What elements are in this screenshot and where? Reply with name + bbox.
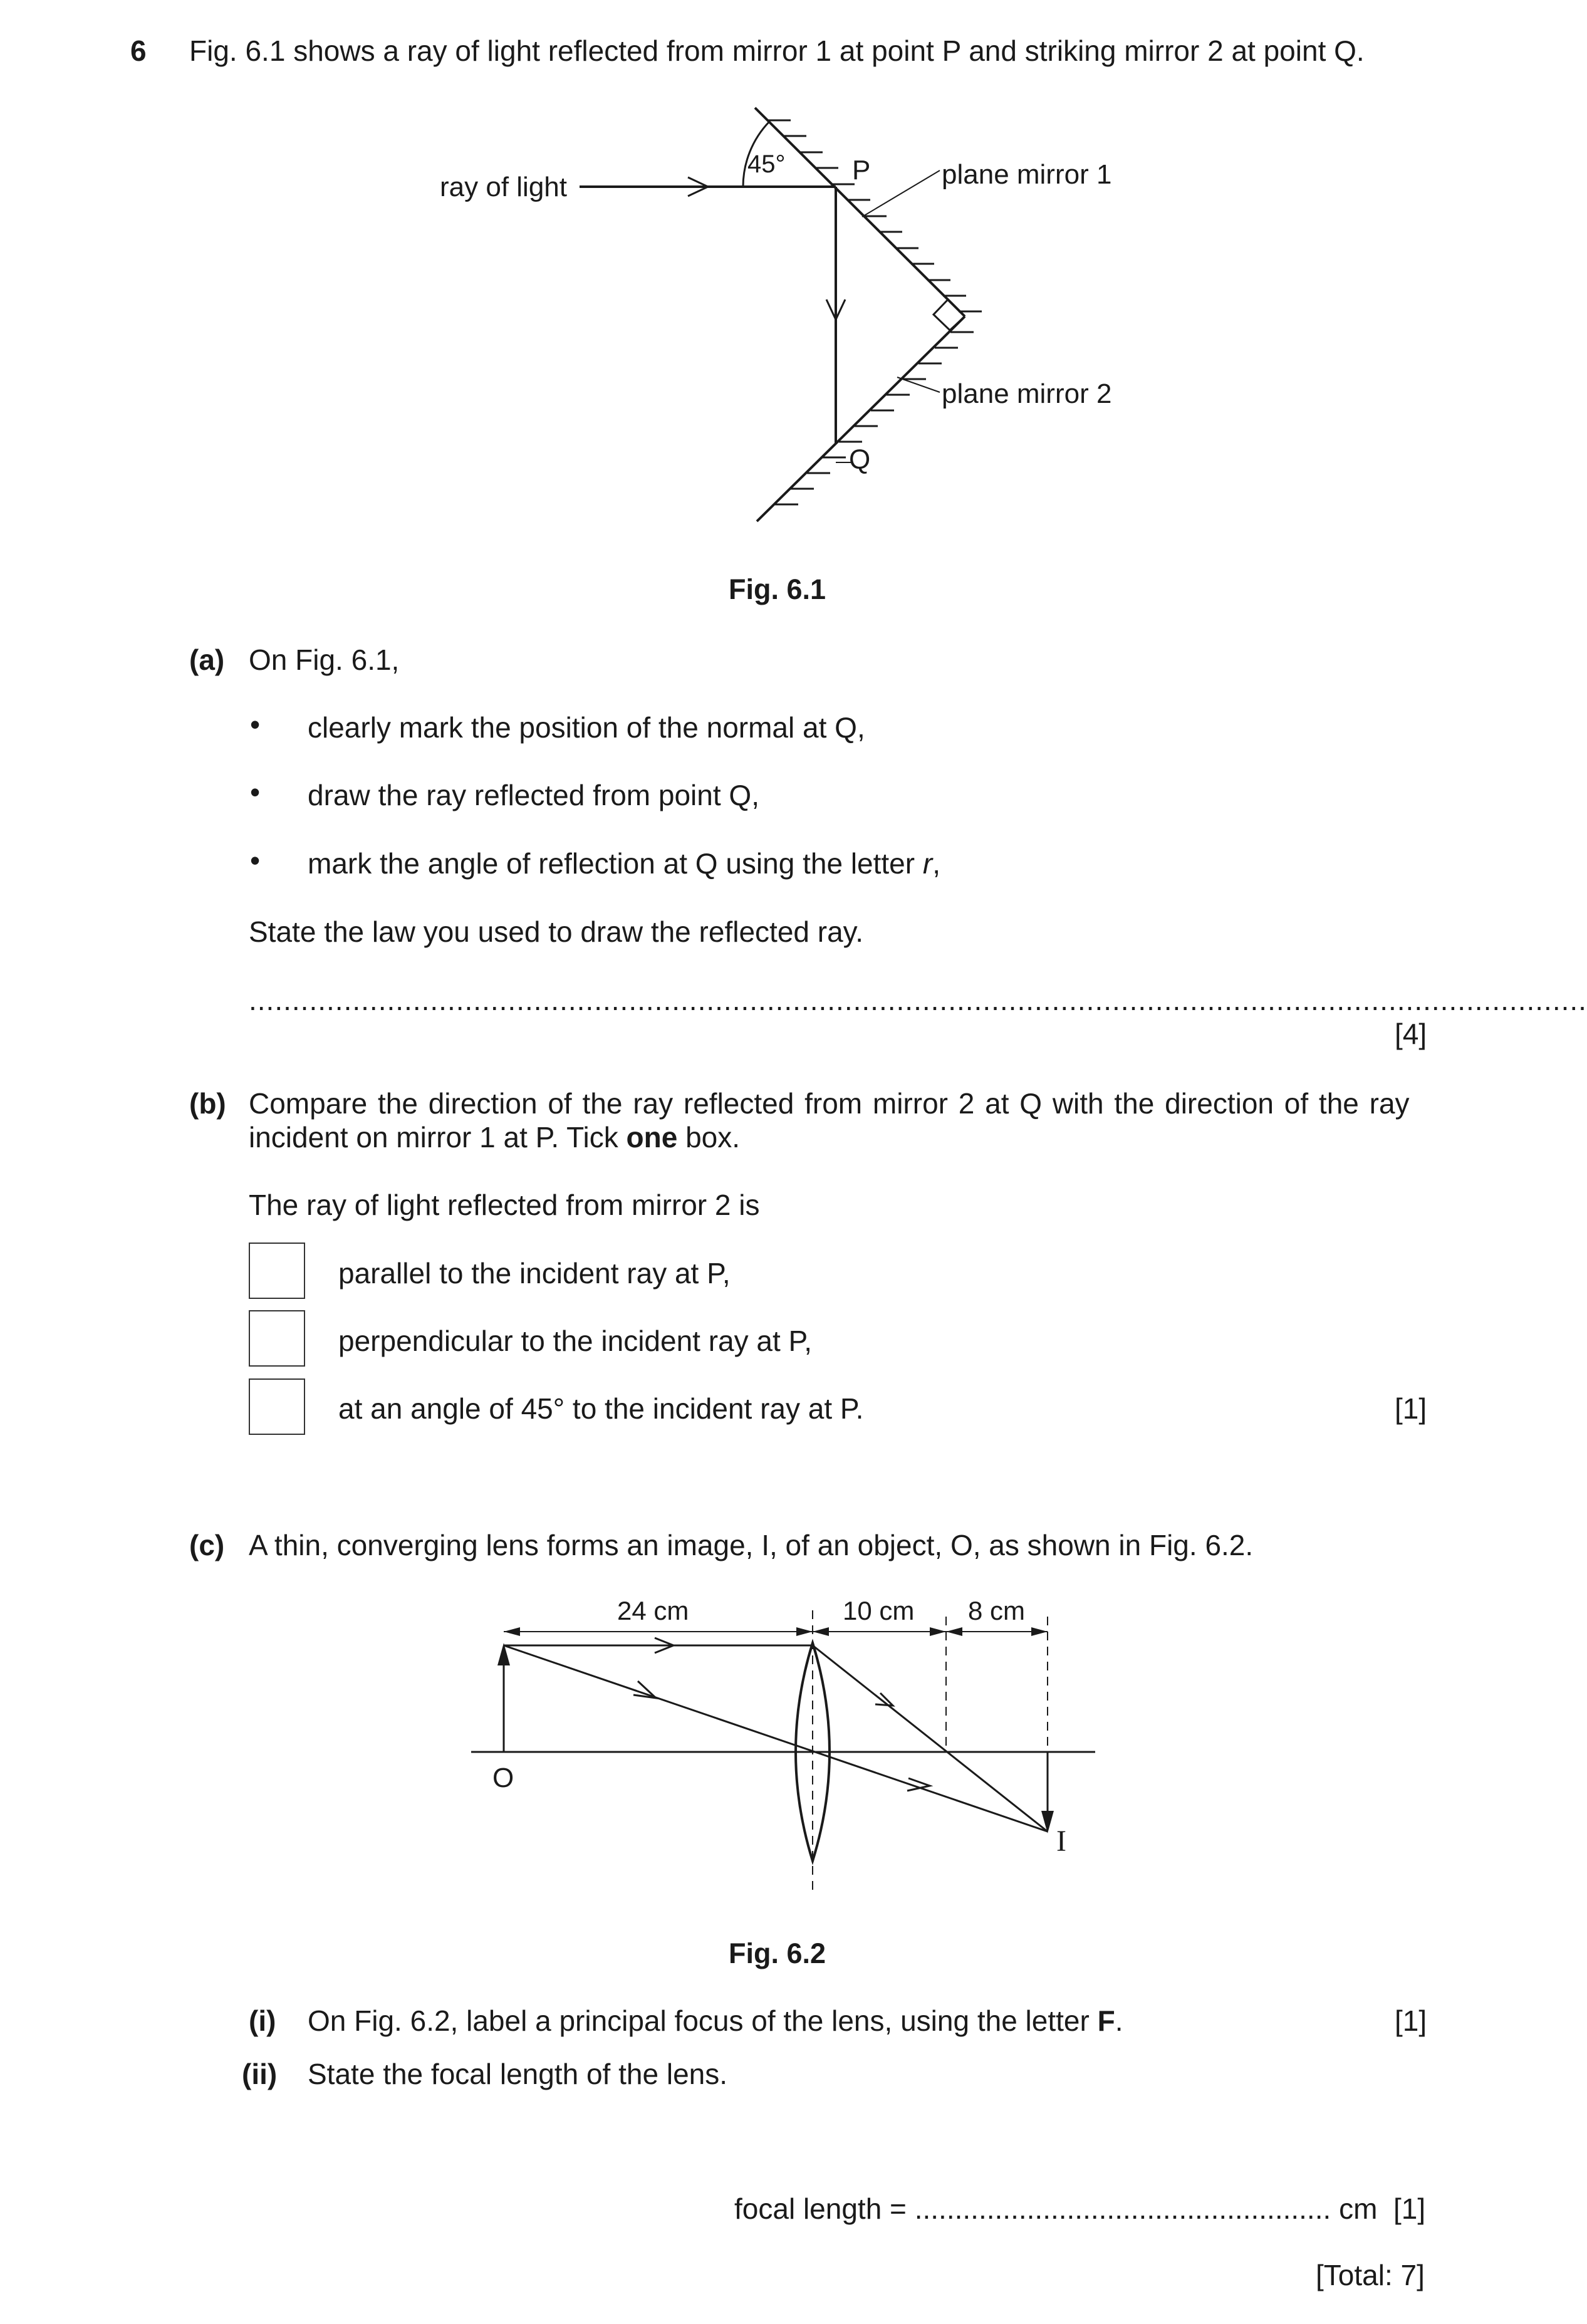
part-b-line-2: incident on mirror 1 at P. Tick one box. — [249, 1121, 741, 1154]
sub-ii-label: (ii) — [242, 2058, 278, 2090]
part-a-bullet-3: mark the angle of reflection at Q using the letter r, — [308, 847, 940, 880]
option-45-degrees: at an angle of 45° to the incident ray at P. — [338, 1392, 864, 1425]
focal-length-unit: cm — [1339, 2192, 1378, 2225]
dimension-24cm: 24 cm — [617, 1596, 689, 1625]
question-number: 6 — [130, 34, 147, 67]
option-parallel: parallel to the incident ray at P, — [338, 1257, 731, 1290]
figure-6-1 — [0, 0, 1554, 595]
sub-i-text: On Fig. 6.2, label a principal focus of the lens, using the letter F. — [308, 2004, 1123, 2037]
plane-mirror-2 — [757, 316, 965, 521]
part-b-marks: [1] — [1395, 1392, 1427, 1425]
sub-i-label: (i) — [249, 2004, 276, 2037]
option-perpendicular: perpendicular to the incident ray at P, — [338, 1325, 813, 1357]
part-a-intro: On Fig. 6.1, — [249, 644, 400, 676]
total-marks: [Total: 7] — [1316, 2259, 1425, 2291]
dimension-8cm: 8 cm — [968, 1596, 1026, 1625]
focal-length-label: focal length = — [734, 2192, 915, 2225]
image-label: I — [1056, 1825, 1066, 1858]
angle-label: 45° — [747, 150, 786, 178]
object-label: O — [492, 1763, 514, 1793]
dimension-10cm: 10 cm — [843, 1596, 915, 1625]
ray-of-light-label: ray of light — [440, 172, 567, 202]
question-intro: Fig. 6.1 shows a ray of light reflected from mirror 1 at point P and striking mirror 2 at point Q. — [189, 34, 1365, 67]
focal-length-field[interactable]: .................................................... — [914, 2192, 1331, 2225]
part-c-label: (c) — [189, 1529, 225, 1561]
part-b-line-1: Compare the direction of the ray reflected from mirror 2 at Q with the direction of the ray — [249, 1087, 1410, 1120]
bullet-icon: • — [250, 776, 261, 808]
point-p-label: P — [852, 155, 871, 185]
figure-6-1-caption: Fig. 6.1 — [729, 573, 826, 605]
mirror-2-label: plane mirror 2 — [942, 378, 1112, 409]
bullet-icon: • — [250, 708, 261, 741]
part-b-label: (b) — [189, 1087, 226, 1120]
part-c-text: A thin, converging lens forms an image, I, of an object, O, as shown in Fig. 6.2. — [249, 1529, 1254, 1561]
part-a-bullet-2: draw the ray reflected from point Q, — [308, 779, 759, 811]
bullet-icon: • — [250, 844, 261, 877]
sub-ii-text: State the focal length of the lens. — [308, 2058, 728, 2090]
mirror-1-label: plane mirror 1 — [942, 159, 1112, 190]
focal-length-answer — [734, 2194, 1425, 2223]
focal-length-marks: [1] — [1393, 2192, 1426, 2225]
part-b-lead: The ray of light reflected from mirror 2 is — [249, 1189, 760, 1221]
tick-box-45-degrees[interactable] — [249, 1378, 305, 1435]
tick-box-parallel[interactable] — [249, 1243, 305, 1299]
part-a-bullet-1: clearly mark the position of the normal at Q, — [308, 711, 865, 744]
figure-6-2-caption: Fig. 6.2 — [729, 1937, 826, 1969]
plane-mirror-1 — [755, 108, 965, 316]
figure-6-2 — [0, 1592, 1554, 1905]
tick-box-perpendicular[interactable] — [249, 1310, 305, 1367]
part-a-instruction: State the law you used to draw the reflected ray. — [249, 915, 864, 948]
sub-i-marks: [1] — [1395, 2004, 1427, 2037]
part-a-answer-line[interactable]: ........................................................................................................................................................... — [249, 984, 1587, 1016]
point-q-label: Q — [849, 444, 871, 475]
part-a-marks: [4] — [1395, 1018, 1427, 1050]
part-a-label: (a) — [189, 644, 225, 676]
